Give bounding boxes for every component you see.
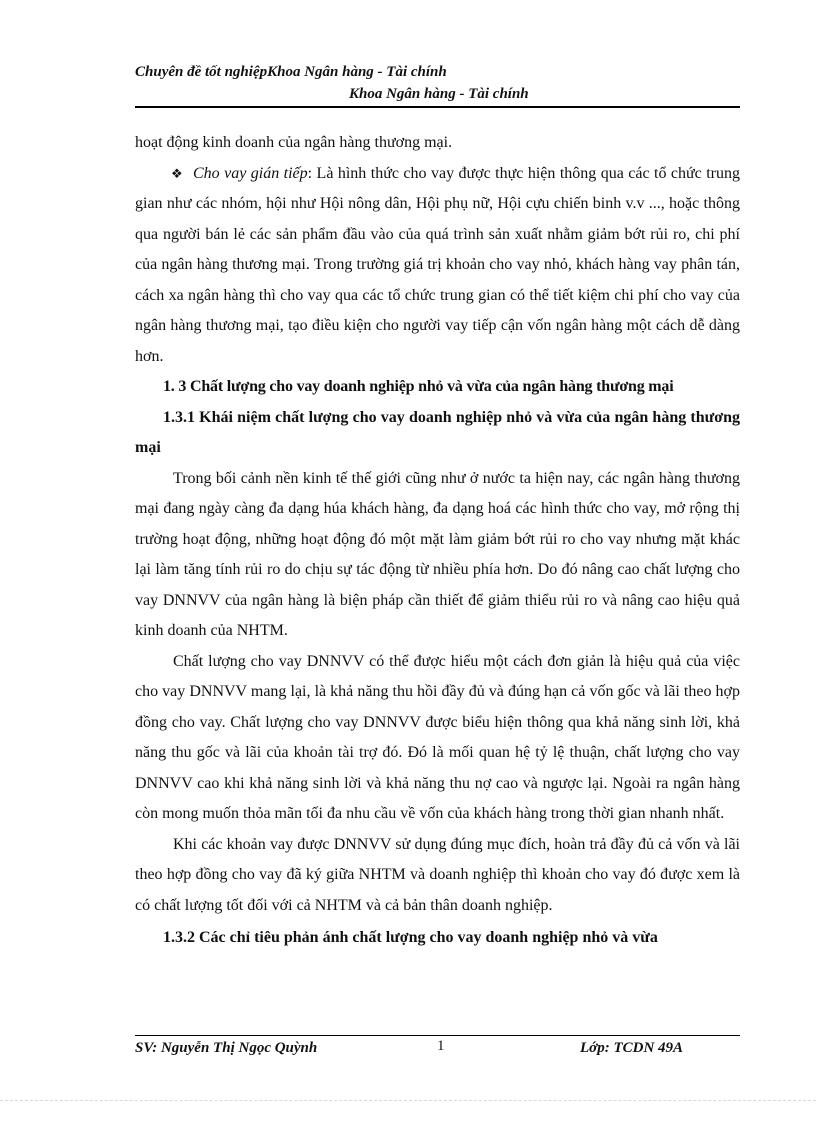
footer-divider bbox=[135, 1035, 740, 1036]
heading-1-3-2: 1.3.2 Các chỉ tiêu phản ánh chất lượng cho vay doanh nghiệp nhỏ và vừa bbox=[163, 929, 658, 946]
page-number: 1 bbox=[437, 1038, 445, 1054]
header-title-line-1: Chuyên đề tốt nghiệpKhoa Ngân hàng - Tài chính bbox=[135, 64, 447, 80]
bullet-text: : Là hình thức cho vay được thực hiện thông qua các tổ chức trung gian như các nhóm, hội như Hội nông dân, Hội phụ nữ, Hội cựu chiến binh v.v ..., hoặc thông qua người bán lẻ các sản phẩm đầu vào của quá trình sản xuất nhằm giảm bớt rủi ro, chi phí của ngân hàng thương mại. Trong trường giá trị khoản cho vay nhỏ, khách hàng vay phân tán, cách xa ngân hàng thì cho vay qua các tổ chức trung gian có thể tiết kiệm chi phí cho vay của ngân hàng thương mại, tạo điều kiện cho người vay tiếp cận vốn ngân hàng một cách dễ dàng hơn. bbox=[135, 164, 741, 365]
page-footer bbox=[135, 1040, 740, 1062]
bullet-paragraph bbox=[135, 159, 740, 373]
heading-1-3-1: 1.3.1 Khái niệm chất lượng cho vay doanh nghiệp nhỏ và vừa của ngân hàng thương mại bbox=[135, 408, 740, 456]
heading-1-3: 1. 3 Chất lượng cho vay doanh nghiệp nhỏ và vừa của ngân hàng thương mại bbox=[163, 378, 674, 395]
page-bottom-border bbox=[0, 1100, 816, 1101]
paragraph-continuation: hoạt động kinh doanh của ngân hàng thương mại. bbox=[135, 134, 453, 151]
header-divider bbox=[135, 106, 740, 108]
page-body bbox=[135, 128, 740, 954]
class-label: Lớp: TCDN 49A bbox=[580, 1040, 684, 1056]
paragraph-definition: Chất lượng cho vay DNNVV có thể được hiểu một cách đơn giản là hiệu quả của việc cho vay DNNVV mang lại, là khả năng thu hồi đầy đủ và đúng hạn cả vốn gốc và lãi theo hợp đồng cho vay. Chất lượng cho vay DNNVV được biểu hiện thông qua khả năng sinh lời, khả năng thu gốc và lãi của khoản tài trợ đó. Đó là mối quan hệ tỷ lệ thuận, chất lượng cho vay DNNVV cao khi khả năng sinh lời và khả năng thu nợ cao và ngược lại. Ngoài ra ngân hàng còn mong muốn thỏa mãn tối đa nhu cầu về vốn của khách hàng trong thời gian nhanh nhất. bbox=[135, 652, 740, 822]
header-title-line-2: Khoa Ngân hàng - Tài chính bbox=[349, 86, 529, 102]
paragraph-context: Trong bối cảnh nền kinh tế thế giới cũng như ở nước ta hiện nay, các ngân hàng thương mại đang ngày càng đa dạng húa khách hàng, đa dạng hoá các hình thức cho vay, mở rộng thị trường hoạt động, những hoạt động đó một mặt làm giảm bớt rủi ro cho vay nhưng mặt khác lại làm tăng tính rủi ro do chịu sự tác động từ nhiều phía hơn. Do đó nâng cao chất lượng cho vay DNNVV của ngân hàng là biện pháp cần thiết để giảm thiểu rủi ro và nâng cao hiệu quả kinh doanh của NHTM. bbox=[135, 469, 740, 639]
bullet-term: Cho vay gián tiếp bbox=[193, 164, 308, 182]
student-name: SV: Nguyễn Thị Ngọc Quỳnh bbox=[135, 1040, 318, 1056]
paragraph-good-quality: Khi các khoản vay được DNNVV sử dụng đúng mục đích, hoàn trả đầy đủ cả vốn và lãi theo hợp đồng cho vay đã ký giữa NHTM và doanh nghiệp thì khoản cho vay đó được xem là có chất lượng tốt đối với cả NHTM và cả bản thân doanh nghiệp. bbox=[135, 835, 740, 914]
diamond-bullet-icon: ❖ bbox=[171, 165, 183, 181]
